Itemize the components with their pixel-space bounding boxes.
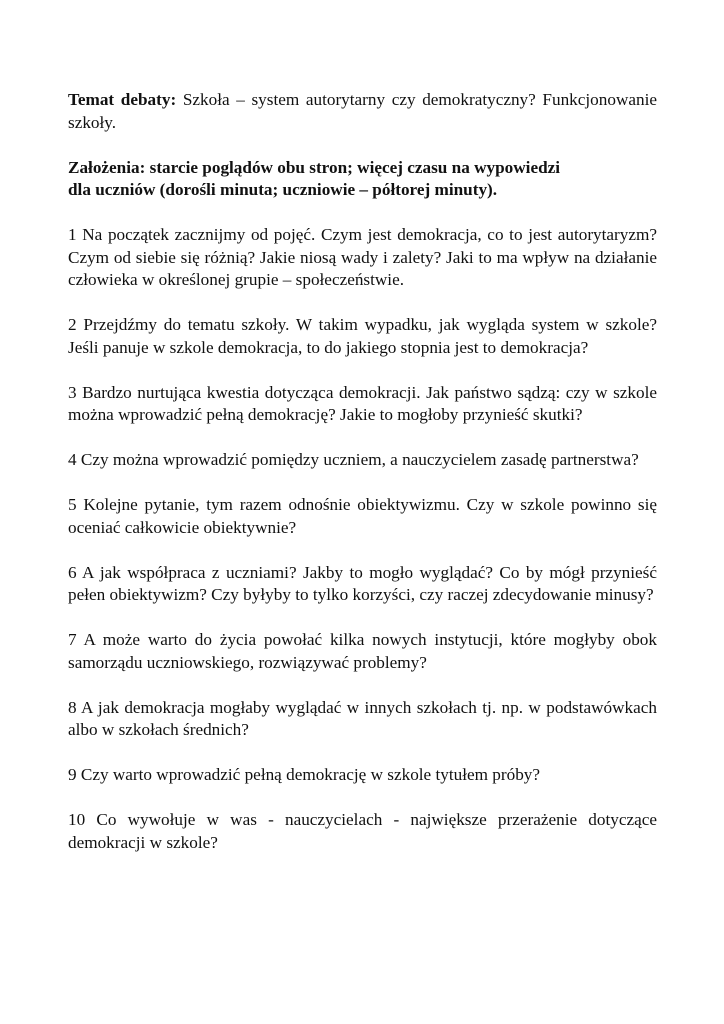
question-8: 8 A jak demokracja mogłaby wyglądać w innych szkołach tj. np. w podstawówkach albo w szkołach średnich? xyxy=(68,697,657,739)
debate-topic-label: Temat debaty: xyxy=(68,90,177,109)
debate-assumptions xyxy=(68,157,657,202)
question-4: 4 Czy można wprowadzić pomiędzy uczniem, a nauczycielem zasadę partnerstwa? xyxy=(68,450,639,469)
question-5: 5 Kolejne pytanie, tym razem odnośnie obiektywizmu. Czy w szkole powinno się oceniać całkowicie obiektywnie? xyxy=(68,495,657,537)
question-3: 3 Bardzo nurtująca kwestia dotycząca demokracji. Jak państwo sądzą: czy w szkole można wprowadzić pełną demokrację? Jakie to mogłoby przynieść skutki? xyxy=(68,382,657,424)
assumptions-line-2: dla uczniów (dorośli minuta; uczniowie – półtorej minuty). xyxy=(68,180,498,199)
question-7: 7 A może warto do życia powołać kilka nowych instytucji, które mogłyby obok samorządu uczniowskiego, rozwiązywać problemy? xyxy=(68,630,657,672)
debate-topic xyxy=(68,89,657,134)
question-10: 10 Co wywołuje w was - nauczycielach - największe przerażenie dotyczące demokracji w szkole? xyxy=(68,810,657,852)
document-page xyxy=(68,89,657,877)
assumptions-line-1: Założenia: starcie poglądów obu stron; więcej czasu na wypowiedzi xyxy=(68,157,561,177)
question-6: 6 A jak współpraca z uczniami? Jakby to mogło wyglądać? Co by mógł przynieść pełen obiektywizm? Czy byłyby to tylko korzyści, czy raczej zdecydowanie minusy? xyxy=(68,562,657,604)
debate-topic-text: Szkoła – system autorytarny czy demokratyczny? Funkcjonowanie szkoły. xyxy=(68,90,657,132)
question-9: 9 Czy warto wprowadzić pełną demokrację w szkole tytułem próby? xyxy=(68,765,541,784)
question-2: 2 Przejdźmy do tematu szkoły. W takim wypadku, jak wygląda system w szkole? Jeśli panuje w szkole demokracja, to do jakiego stopnia jest to demokracja? xyxy=(68,315,657,357)
question-1: 1 Na początek zacznijmy od pojęć. Czym jest demokracja, co to jest autorytaryzm? Czym od siebie się różnią? Jakie niosą wady i zalety? Jaki to ma wpływ na działanie człowieka w określonej grupie – społeczeństwie. xyxy=(68,225,657,289)
